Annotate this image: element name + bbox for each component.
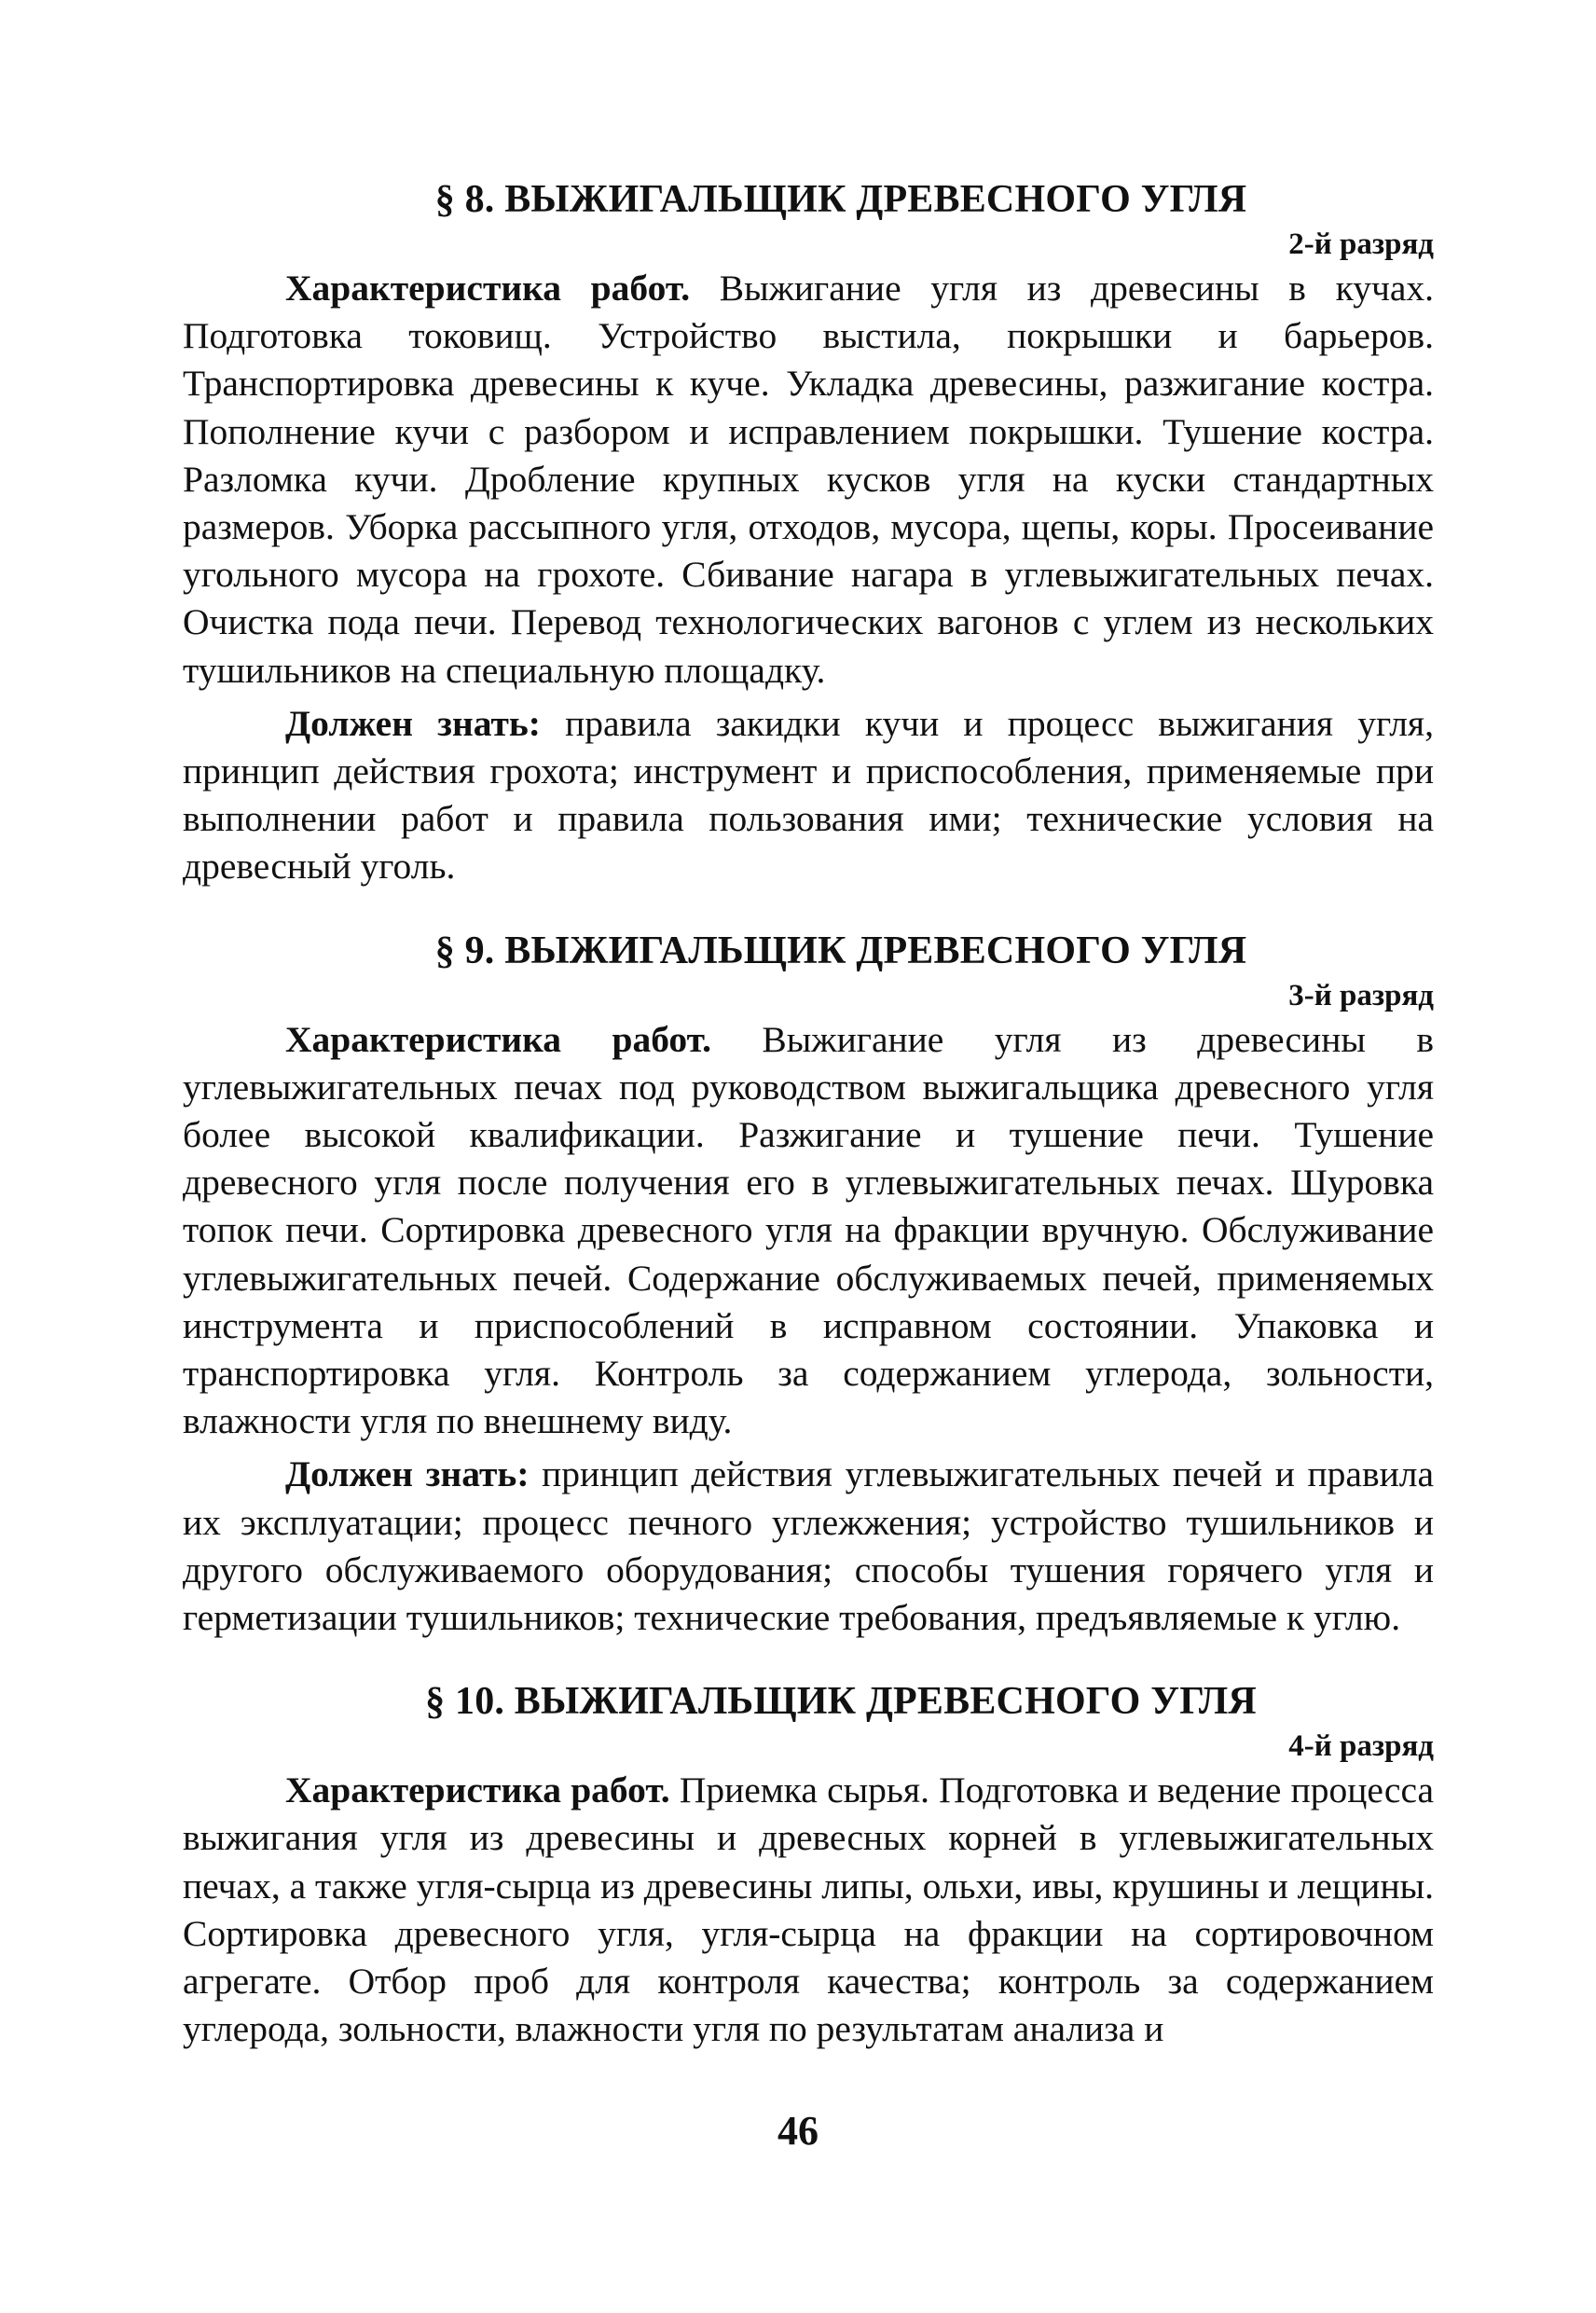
work-description	[183, 1016, 1434, 1446]
work-lead: Характеристика работ.	[285, 268, 691, 309]
know-lead: Должен знать:	[285, 1453, 530, 1495]
section-heading: § 8. ВЫЖИГАЛЬЩИК ДРЕВЕСНОГО УГЛЯ	[434, 178, 1247, 221]
grade-label: 3-й разряд	[1288, 978, 1434, 1012]
work-lead: Характеристика работ.	[285, 1769, 670, 1811]
grade-label: 4-й разряд	[1288, 1729, 1434, 1764]
knowledge-description	[183, 1451, 1434, 1642]
know-text: правила закидки кучи и процесс выжигания угля, принцип действия грохота; инструмент и приспособления, применяемые при выполнении работ и правила пользования ими; технические условия на древесный уголь.	[183, 702, 1434, 888]
section-9	[183, 927, 1434, 1643]
page-number: 46	[777, 2108, 819, 2154]
section-heading: § 9. ВЫЖИГАЛЬЩИК ДРЕВЕСНОГО УГЛЯ	[434, 929, 1247, 972]
section-heading: § 10. ВЫЖИГАЛЬЩИК ДРЕВЕСНОГО УГЛЯ	[425, 1680, 1257, 1724]
section-8	[183, 175, 1434, 891]
work-text: Выжигание угля из древесины в кучах. Подготовка токовищ. Устройство выстила, покрышки и барьеров. Транспортировка древесины к куче. Укладка древесины, разжигание костра. Пополнение кучи с разбором и исправлением покрышки. Тушение костра. Разломка кучи. Дробление крупных кусков угля на куски стандартных размеров. Уборка рассыпного угля, отходов, мусора, щепы, коры. Просеивание угольного мусора на грохоте. Сбивание нагара в углевыжигательных печах. Очистка пода печи. Перевод технологических вагонов с углем из нескольких тушильников на специальную площадку.	[183, 268, 1434, 691]
section-10	[183, 1677, 1434, 2053]
know-text: принцип действия углевыжигательных печей и правила их эксплуатации; процесс печного углежжения; устройство тушильников и другого обслуживаемого оборудования; способы тушения горячего угля и герметизации тушильников; технические требования, предъявляемые к углю.	[183, 1453, 1434, 1639]
work-lead: Характеристика работ.	[285, 1018, 711, 1060]
grade-label: 2-й разряд	[1288, 227, 1434, 261]
knowledge-description	[183, 700, 1434, 891]
work-description	[183, 1767, 1434, 2053]
work-text: Приемка сырья. Подготовка и ведение процесса выжигания угля из древесины и древесных корней в углевыжигательных печах, а также угля-сырца из древесины липы, ольхи, ивы, крушины и лещины. Сортировка древесного угля, угля-сырца на фракции на сортировочном агрегате. Отбор проб для контроля качества; контроль за содержанием углерода, зольности, влажности угля по результатам анализа и	[183, 1769, 1434, 2050]
work-description	[183, 265, 1434, 695]
work-text: Выжигание угля из древесины в углевыжигательных печах под руководством выжигальщика древесного угля более высокой квалификации. Разжигание и тушение печи. Тушение древесного угля после получения его в углевыжигательных печах. Шуровка топок печи. Сортировка древесного угля на фракции вручную. Обслуживание углевыжигательных печей. Содержание обслуживаемых печей, применяемых инструмента и приспособлений в исправном состоянии. Упаковка и транспортировка угля. Контроль за содержанием углерода, зольности, влажности угля по внешнему виду.	[183, 1018, 1434, 1442]
know-lead: Должен знать:	[285, 702, 541, 744]
text-column	[183, 175, 1434, 2054]
